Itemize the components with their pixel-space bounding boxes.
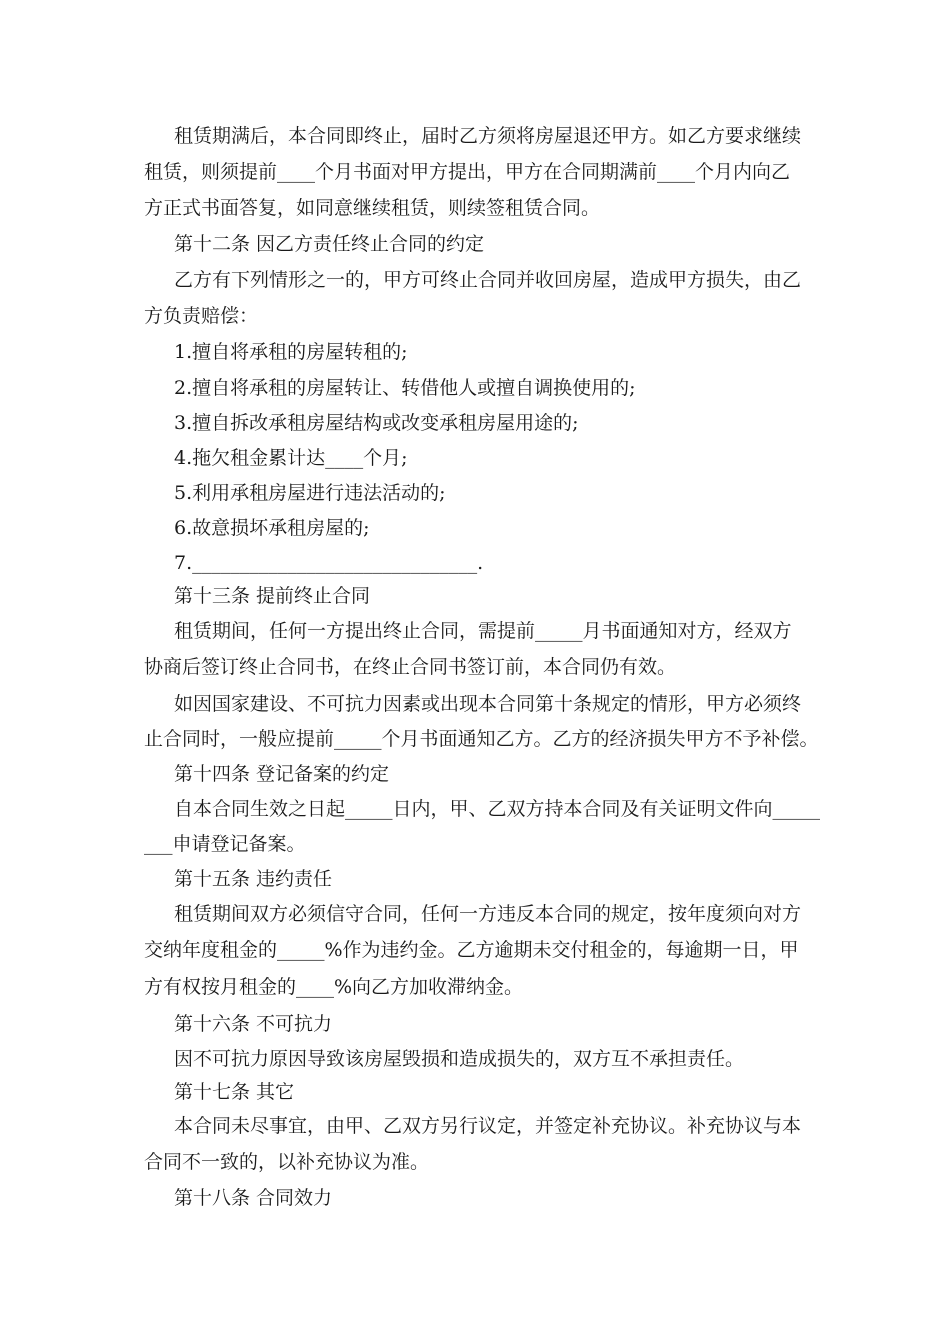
paragraph-line: 方正式书面答复，如同意继续租赁，则续签租赁合同。 xyxy=(144,197,601,219)
section-heading: 第十六条 不可抗力 xyxy=(174,1013,333,1035)
paragraph-line: 本合同未尽事宜，由甲、乙双方另行议定，并签定补充协议。补充协议与本 xyxy=(174,1115,802,1137)
paragraph-line: 方负责赔偿： xyxy=(144,305,259,327)
paragraph-line: ___申请登记备案。 xyxy=(144,833,306,855)
paragraph-line: 租赁期满后，本合同即终止，届时乙方须将房屋退还甲方。如乙方要求继续 xyxy=(174,125,802,147)
list-item: 4.拖欠租金累计达____个月; xyxy=(174,447,408,469)
paragraph-line: 租赁期间，任何一方提出终止合同，需提前_____月书面通知对方，经双方 xyxy=(174,620,792,642)
paragraph-line: 止合同时，一般应提前_____个月书面通知乙方。乙方的经济损失甲方不予补偿。 xyxy=(144,728,819,750)
section-heading: 第十八条 合同效力 xyxy=(174,1187,333,1209)
paragraph-line: 合同不一致的，以补充协议为准。 xyxy=(144,1151,430,1173)
paragraph-line: 租赁期间双方必须信守合同，任何一方违反本合同的规定，按年度须向对方 xyxy=(174,903,802,925)
section-heading: 第十二条 因乙方责任终止合同的约定 xyxy=(174,233,485,255)
list-item: 3.擅自拆改承租房屋结构或改变承租房屋用途的; xyxy=(174,412,579,434)
list-item: 1.擅自将承租的房屋转租的; xyxy=(174,341,408,363)
paragraph-line: 协商后签订终止合同书，在终止合同书签订前，本合同仍有效。 xyxy=(144,656,677,678)
paragraph-line: 因不可抗力原因导致该房屋毁损和造成损失的，双方互不承担责任。 xyxy=(174,1048,745,1070)
paragraph-line: 交纳年度租金的_____%作为违约金。乙方逾期未交付租金的，每逾期一日，甲 xyxy=(144,939,799,961)
paragraph-line: 方有权按月租金的____%向乙方加收滞纳金。 xyxy=(144,976,524,998)
list-item: 6.故意损坏承租房屋的; xyxy=(174,517,370,539)
section-heading: 第十四条 登记备案的约定 xyxy=(174,763,390,785)
section-heading: 第十五条 违约责任 xyxy=(174,868,333,890)
paragraph-line: 乙方有下列情形之一的，甲方可终止合同并收回房屋，造成甲方损失，由乙 xyxy=(174,269,802,291)
paragraph-line: 如因国家建设、不可抗力因素或出现本合同第十条规定的情形，甲方必须终 xyxy=(174,693,802,715)
list-item: 5.利用承租房屋进行违法活动的; xyxy=(174,482,446,504)
section-heading: 第十三条 提前终止合同 xyxy=(174,585,371,607)
paragraph-line: 租赁，则须提前____个月书面对甲方提出，甲方在合同期满前____个月内向乙 xyxy=(144,161,791,183)
paragraph-line: 自本合同生效之日起_____日内，甲、乙双方持本合同及有关证明文件向_____ xyxy=(174,798,821,820)
list-item: 7.______________________________. xyxy=(174,552,484,574)
section-heading: 第十七条 其它 xyxy=(174,1081,295,1103)
list-item: 2.擅自将承租的房屋转让、转借他人或擅自调换使用的; xyxy=(174,377,636,399)
